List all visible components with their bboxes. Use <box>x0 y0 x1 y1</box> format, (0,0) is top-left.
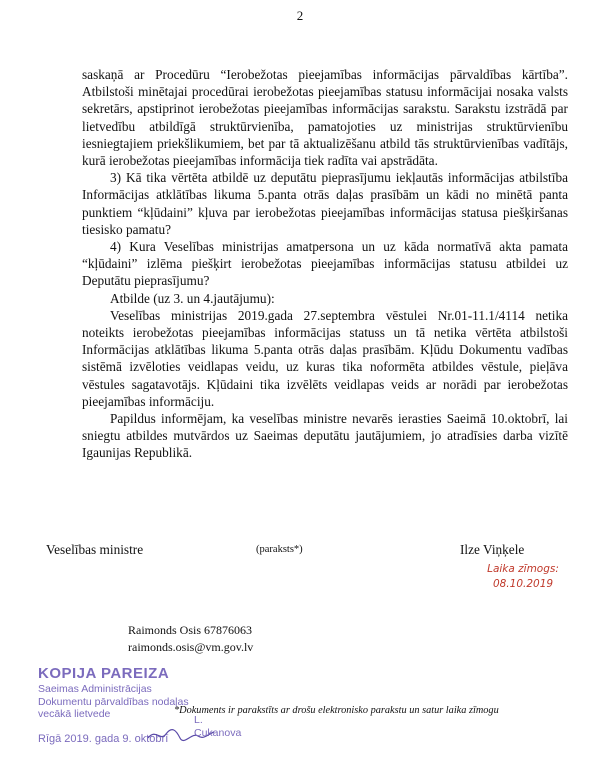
paragraph: Atbilde (uz 3. un 4.jautājumu): <box>110 290 275 306</box>
paragraph: saskaņā ar Procedūru “Ierobežotas pieejamības informācijas pārvaldības kārtība”. Atbilstoši minētajai procedūrai ierobežotas pieejamības statusu informācijai nosaka valsts sekretārs, apstiprinot ierobežotas pieejamības informācijas sarakstu. Sarakstu izstrādā par lietvedību atbildīgā struktūrvienība, pamatojoties uz ministrijas struktūrvienību iesniegtajiem priekšlikumiem, bet par tā aktualizēšanu atbild tās struktūrvienības vadītājs, kurā ierobežotas pieejamības informācija tiek radīta vai apstrādāta. <box>82 67 568 169</box>
footnote: *Dokuments ir parakstīts ar drošu elektronisko parakstu un satur laika zīmogu <box>174 705 499 716</box>
copy-stamp-line: Saeimas Administrācijas <box>38 683 152 695</box>
signatory-name: Ilze Viņķele <box>460 542 525 557</box>
copy-stamp-heading: KOPIJA PAREIZA <box>38 665 170 682</box>
document-body <box>82 66 568 462</box>
timestamp-stamp <box>468 562 578 592</box>
signatory-title: Veselības ministre <box>46 542 144 557</box>
copy-certification-stamp <box>38 664 242 745</box>
signature-block <box>0 542 600 562</box>
copy-stamp-date: Rīgā 2019. gada 9. oktobrī <box>38 732 169 745</box>
timestamp-label: Laika zīmogs: <box>487 563 559 575</box>
timestamp-date: 08.10.2019 <box>492 578 554 590</box>
copy-stamp-line: vecākā lietvede <box>38 708 111 720</box>
paragraph: Papildus informējam, ka veselības ministre nevarēs ierasties Saeimā 10.oktobrī, lai sniegtu atbildes mutvārdos uz Saeimas deputātu jautājumiem, jo atradīsies darba vizītē Igaunijas Republikā. <box>82 411 568 461</box>
contact-name-phone: Raimonds Osis 67876063 <box>128 623 253 637</box>
contact-email: raimonds.osis@vm.gov.lv <box>128 640 254 654</box>
copy-stamp-line: Dokumentu pārvaldības nodaļas <box>38 695 189 708</box>
paragraph: 4) Kura Veselības ministrijas amatpersona un uz kāda normatīvā akta pamata “kļūdaini” izlēma piešķirt ierobežotas pieejamības informācijas statusu atbildei uz Deputātu pieprasījumu? <box>82 239 568 289</box>
contact-info <box>128 622 253 656</box>
signature-mark: (paraksts*) <box>256 544 303 555</box>
paragraph: 3) Kā tika vērtēta atbildē uz deputātu pieprasījumu iekļautās informācijas atbilstība Informācijas atklātības likuma 5.panta otrās daļas prasībām un kādi no minētā panta punktiem “kļūdaini” kļuva par ierobežotas pieejamības informācijas statusa piešķiršanas tiesisko pamatu? <box>82 170 568 237</box>
paragraph: Veselības ministrijas 2019.gada 27.septembra vēstulei Nr.01-11.1/4114 netika noteikts ierobežotas pieejamības informācijas statuss un tā netika vērtēta atbilstoši Informācijas atklātības likuma 5.panta otrās daļas prasībām. Kļūdu Dokumentu vadības sistēmā izvēloties veidlapas veidu, uz kuras tika noformēta atbildes vēstule, pieļāva vēstules sagatavotājs. Kļūdaini tika izvēlēts veidlapas veids ar norādi par ierobežotas pieejamības informāciju. <box>82 307 568 409</box>
copy-stamp-person: L. Cukanova <box>194 714 242 739</box>
page-number: 2 <box>296 8 304 23</box>
